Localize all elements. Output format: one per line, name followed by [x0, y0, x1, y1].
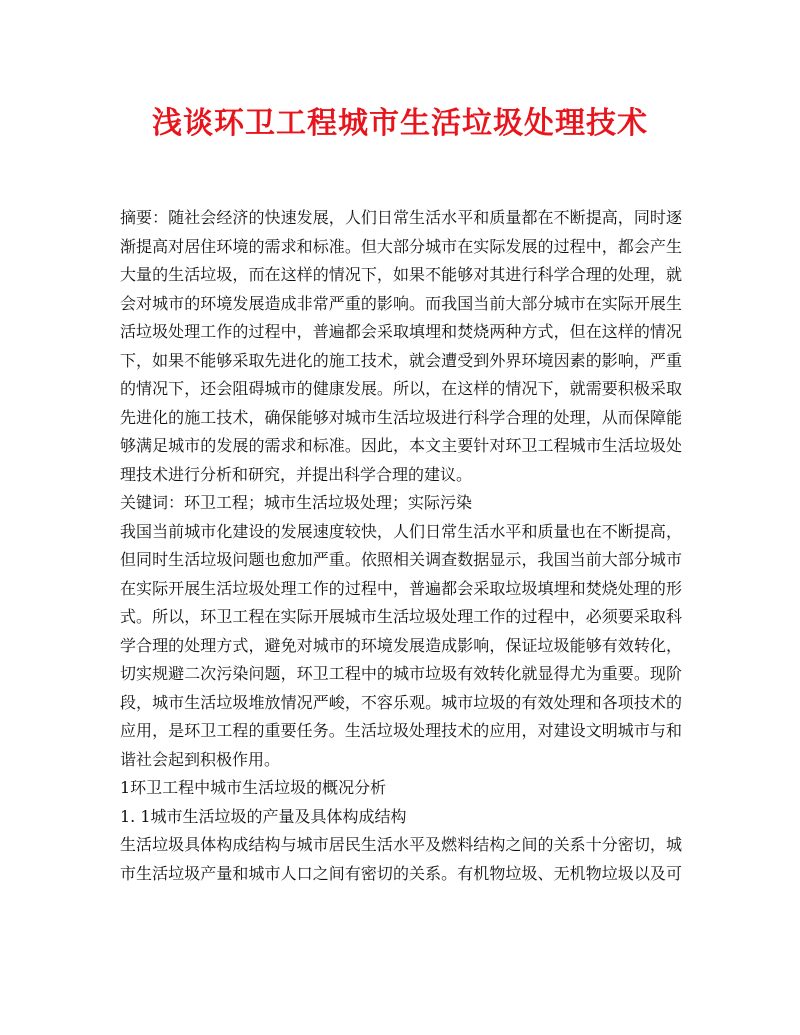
abstract-line: 理技术进行分析和研究，并提出科学合理的建议。 [120, 464, 473, 484]
section-heading: 1环卫工程中城市生活垃圾的概况分析 [120, 778, 387, 797]
section-line: 市生活垃圾产量和城市人口之间有密切的关系。有机物垃圾、无机物垃圾以及可 [120, 863, 682, 883]
intro-line: 段，城市生活垃圾堆放情况严峻，不容乐观。城市垃圾的有效处理和各项技术的 [120, 692, 682, 712]
abstract-line: 渐提高对居住环境的需求和标准。但大部分城市在实际发展的过程中，都会产生 [120, 236, 682, 256]
abstract-paragraph [120, 204, 682, 489]
abstract-line: 下，如果不能够采取先进化的施工技术，就会遭受到外界环境因素的影响，严重 [120, 350, 682, 370]
abstract-line: 的情况下，还会阻碍城市的健康发展。所以，在这样的情况下，就需要积极采取 [120, 379, 682, 398]
abstract-line: 摘要：随社会经济的快速发展，人们日常生活水平和质量都在不断提高，同时逐 [120, 208, 682, 227]
abstract-line: 先进化的施工技术，确保能够对城市生活垃圾进行科学合理的处理，从而保障能 [120, 407, 682, 427]
intro-paragraph [120, 518, 682, 775]
intro-line: 应用，是环卫工程的重要任务。生活垃圾处理技术的应用，对建设文明城市与和 [120, 721, 682, 740]
abstract-line: 够满足城市的发展的需求和标准。因此，本文主要针对环卫工程城市生活垃圾处 [120, 436, 682, 455]
intro-line: 但同时生活垃圾问题也愈加严重。依照相关调查数据显示，我国当前大部分城市 [120, 550, 682, 569]
intro-line: 学合理的处理方式，避免对城市的环境发展造成影响，保证垃圾能够有效转化， [120, 635, 682, 655]
intro-line: 谐社会起到积极作用。 [120, 749, 281, 769]
intro-line: 式。所以，环卫工程在实际开展城市生活垃圾处理工作的过程中，必须要采取科 [120, 607, 682, 626]
section-line: 生活垃圾具体构成结构与城市居民生活水平及燃料结构之间的关系十分密切，城 [120, 835, 682, 854]
section-paragraph [120, 831, 682, 888]
keywords-line: 关键词：环卫工程；城市生活垃圾处理；实际污染 [120, 493, 473, 512]
abstract-line: 活垃圾处理工作的过程中，普遍都会采取填埋和焚烧两种方式，但在这样的情况 [120, 322, 682, 341]
abstract-line: 大量的生活垃圾，而在这样的情况下，如果不能够对其进行科学合理的处理，就 [120, 265, 682, 284]
document-title: 浅谈环卫工程城市生活垃圾处理技术 [152, 106, 648, 141]
abstract-line: 会对城市的环境发展造成非常严重的影响。而我国当前大部分城市在实际开展生 [120, 293, 682, 313]
intro-line: 切实规避二次污染问题，环卫工程中的城市垃圾有效转化就显得尤为重要。现阶 [120, 664, 682, 683]
intro-line: 我国当前城市化建设的发展速度较快，人们日常生活水平和质量也在不断提高， [120, 521, 682, 541]
subsection-heading: 1. 1城市生活垃圾的产量及具体构成结构 [120, 806, 407, 826]
intro-line: 在实际开展生活垃圾处理工作的过程中，普遍都会采取垃圾填埋和焚烧处理的形 [120, 578, 682, 598]
document-body [120, 204, 682, 888]
